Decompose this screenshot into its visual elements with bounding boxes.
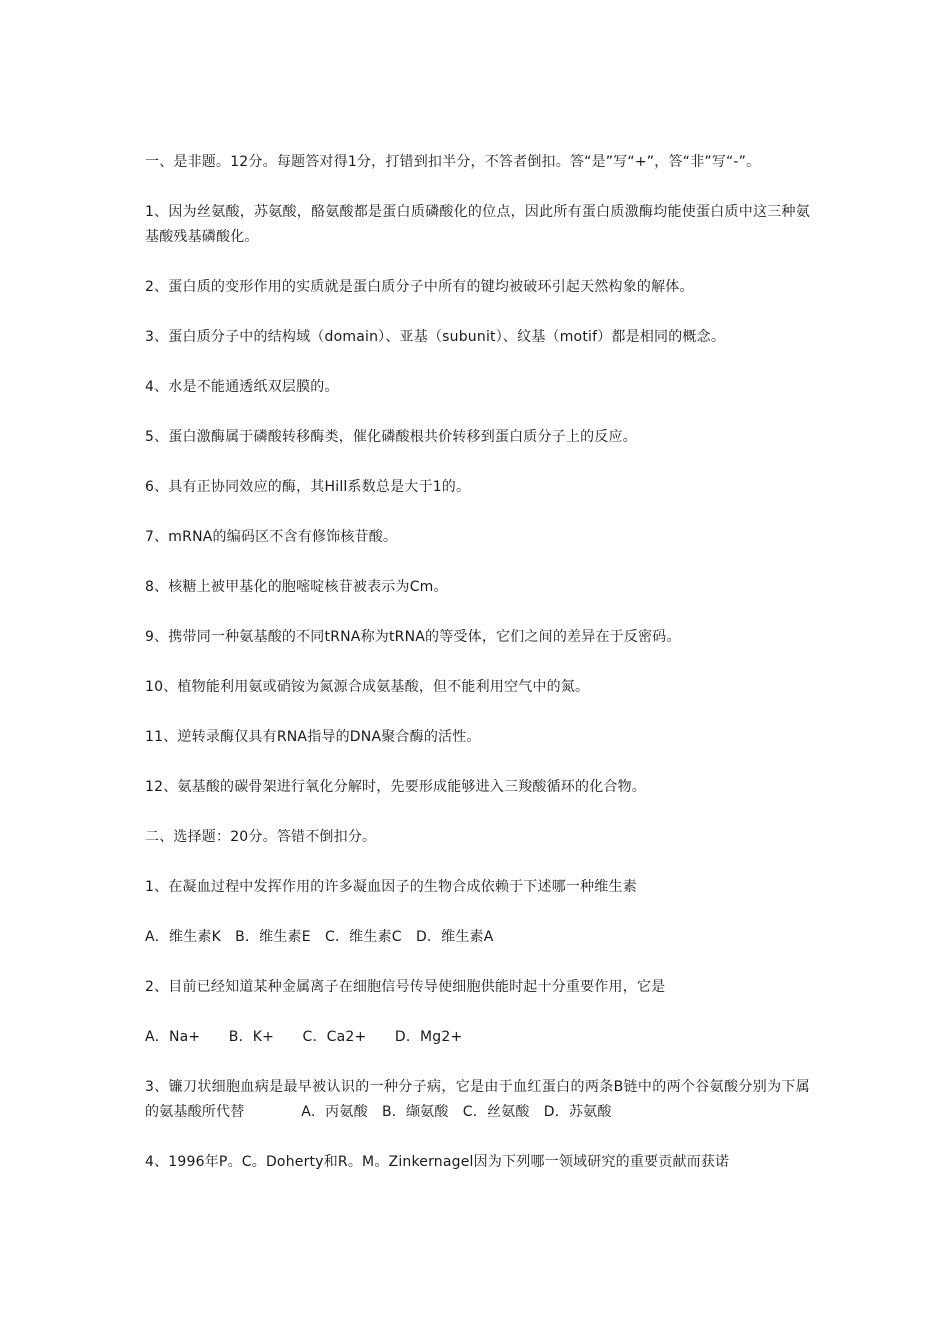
- section1-heading: 一、是非题。12分。每题答对得1分，打错到扣半分，不答者倒扣。答“是”写“+”，答“非”写“-”。: [145, 154, 761, 170]
- tf-question-11: 11、逆转录酶仅具有RNA指导的DNA聚合酶的活性。: [145, 729, 481, 745]
- tf-question-2: 2、蛋白质的变形作用的实质就是蛋白质分子中所有的键均被破环引起天然构象的解体。: [145, 279, 694, 295]
- mc-question-4: 4、1996年P。C。Doherty和R。M。Zinkernagel因为下列哪一领域研究的重要贡献而获诺: [145, 1154, 730, 1170]
- tf-question-6: 6、具有正协同效应的酶，其Hill系数总是大于1的。: [145, 479, 471, 495]
- mc-question-2-options: A．Na+ B．K+ C．Ca2+ D．Mg2+: [145, 1029, 463, 1045]
- tf-question-10: 10、植物能利用氨或硝铵为氮源合成氨基酸，但不能利用空气中的氮。: [145, 679, 590, 695]
- tf-question-8: 8、核糖上被甲基化的胞嘧啶核苷被表示为Cm。: [145, 579, 448, 595]
- mc-question-1-options: A．维生素K B．维生素E C．维生素C D．维生素A: [145, 929, 494, 945]
- document-page: [145, 150, 810, 1200]
- tf-question-7: 7、mRNA的编码区不含有修饰核苷酸。: [145, 529, 398, 545]
- section2-heading: 二、选择题：20分。答错不倒扣分。: [145, 829, 377, 845]
- tf-question-3: 3、蛋白质分子中的结构域（domain）、亚基（subunit）、纹基（motif）都是相同的概念。: [145, 329, 726, 345]
- mc-question-2: 2、目前已经知道某种金属离子在细胞信号传导使细胞供能时起十分重要作用，它是: [145, 979, 666, 995]
- tf-question-12: 12、氨基酸的碳骨架进行氧化分解时，先要形成能够进入三羧酸循环的化合物。: [145, 779, 647, 795]
- tf-question-1: 1、因为丝氨酸，苏氨酸，酪氨酸都是蛋白质磷酸化的位点，因此所有蛋白质激酶均能使蛋白质中这三种氨基酸残基磷酸化。: [145, 204, 810, 245]
- mc-question-1: 1、在凝血过程中发挥作用的许多凝血因子的生物合成依赖于下述哪一种维生素: [145, 879, 637, 895]
- tf-question-9: 9、携带同一种氨基酸的不同tRNA称为tRNA的等受体，它们之间的差异在于反密码。: [145, 629, 681, 645]
- tf-question-5: 5、蛋白激酶属于磷酸转移酶类，催化磷酸根共价转移到蛋白质分子上的反应。: [145, 429, 637, 445]
- tf-question-4: 4、水是不能通透纸双层膜的。: [145, 379, 339, 395]
- mc-question-3: 3、镰刀状细胞血病是最早被认识的一种分子病，它是由于血红蛋白的两条B链中的两个谷氨酸分别为下属的氨基酸所代替 A．丙氨酸 B．缬氨酸 C．丝氨酸 D．苏氨酸: [145, 1079, 810, 1120]
